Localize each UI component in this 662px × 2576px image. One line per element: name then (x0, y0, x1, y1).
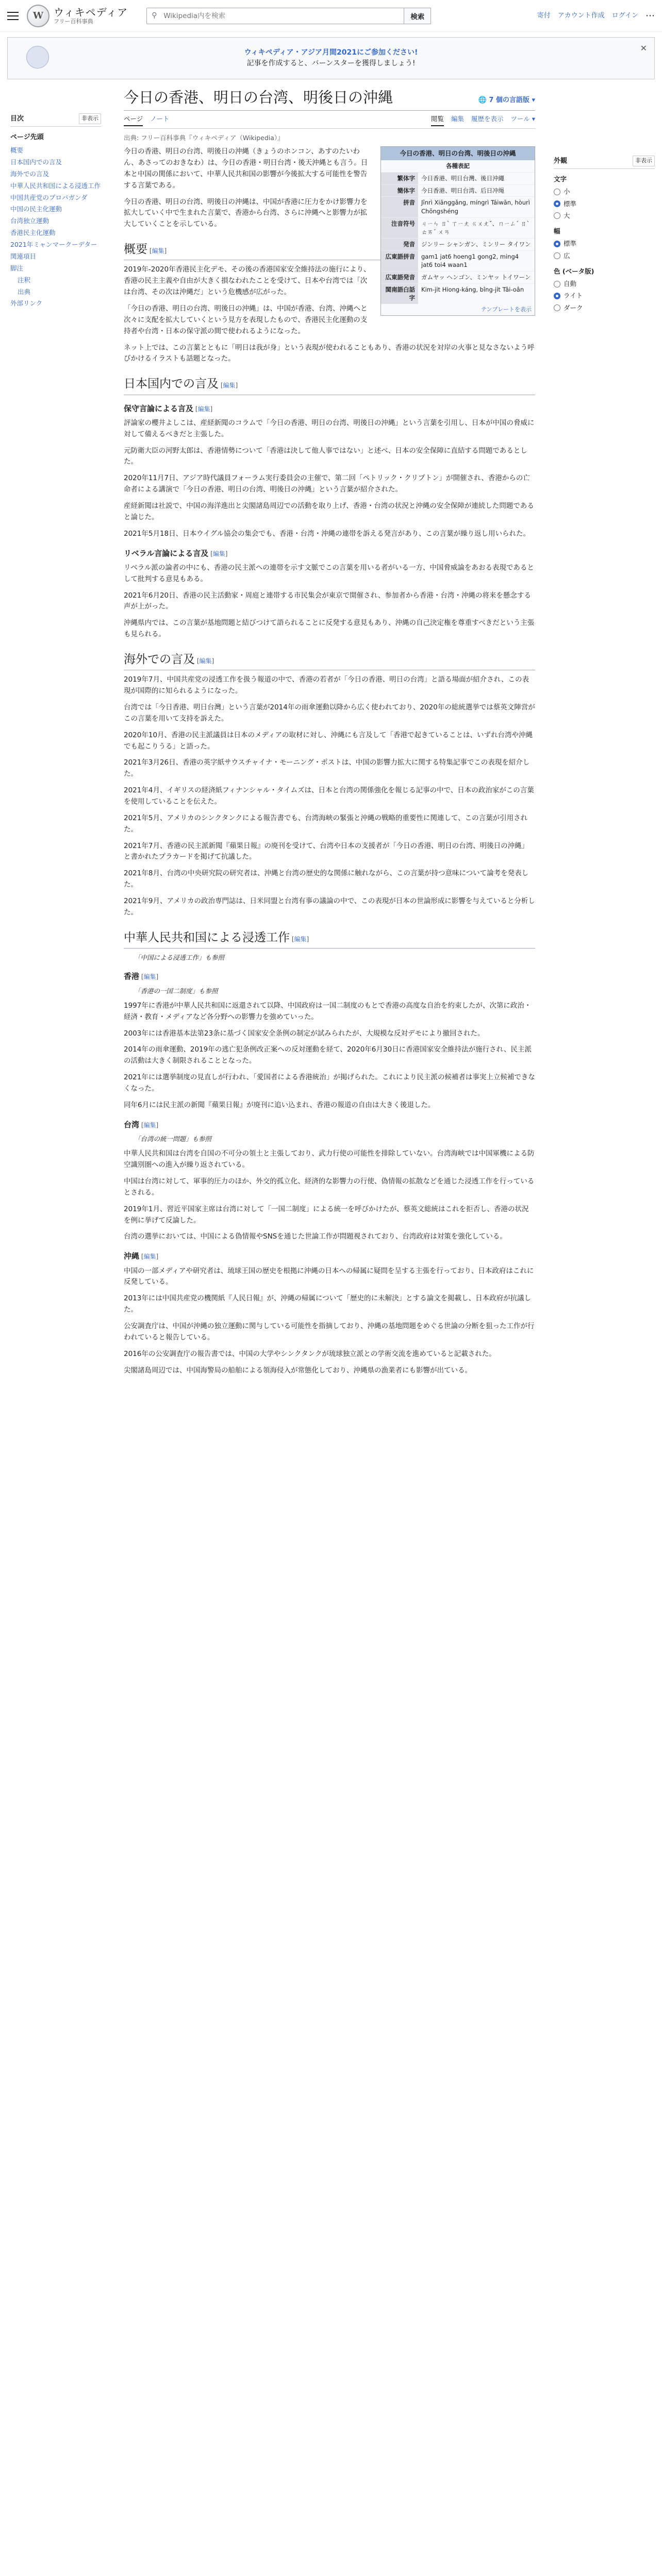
section-paragraph: 評論家の櫻井よしこは、産経新聞のコラムで「今日の香港、明日の台湾、明後日の沖縄」という言葉を引用し、日本が中国の脅威に対して備えるべきだと主張した。 (124, 418, 535, 438)
section-heading-text: 日本国内での言及 (124, 377, 219, 391)
section-paragraph: 2020年11月7日、アジア時代議員フォーラム実行委員会の主催で、第二回「ペトリック・クリプトン」が開催され、香港からの亡命者による講演で「今日の香港、明日の台湾、明後日の沖縄」という言葉が紹介された。 (124, 474, 530, 494)
toc-item-link[interactable]: 日本国内での言及 (10, 158, 62, 166)
article-content (108, 89, 545, 1381)
infobox (380, 146, 535, 316)
appearance-option-label: 大 (564, 211, 570, 219)
section-paragraph: 中国の一部メディアや研究者は、琉球王国の歴史を根拠に沖縄の日本への帰属に疑問を呈する主張を行っており、日本政府はこれに反発している。 (124, 1266, 534, 1286)
logo-subtitle: フリー百科事典 (54, 18, 93, 25)
page-title-text: 今日の香港、明日の台湾、明後日の沖縄 (124, 90, 393, 106)
toc-item-link[interactable]: 中華人民共和国による浸透工作 (10, 181, 101, 190)
appearance-group (554, 226, 655, 261)
appearance-option-label: ダーク (564, 303, 583, 312)
radio-icon[interactable] (554, 293, 560, 299)
toc-hide-button[interactable]: 非表示 (79, 113, 101, 124)
infobox-footer-link[interactable]: テンプレートを表示 (481, 306, 532, 313)
infobox-value: ㄐㄧㄣ ㄖˋ ㄒㄧㄤ ㄍㄨㄤˇ、ㄇㄧㄥˊ ㄖˋ ㄊㄞˊ ㄨㄢ (418, 217, 535, 238)
section-paragraph: 2020年10月、香港の民主派議員は日本のメディアの取材に対し、沖縄にも言及して「香港で起きていることは、いずれ台湾や沖縄でも起こりうる」と語った。 (124, 731, 533, 751)
toc-item-link[interactable]: 脚注 (10, 264, 24, 272)
section-paragraph: 2021年5月、アメリカのシンクタンクによる報告書でも、台湾海峡の緊張と沖縄の戦略的重要性に関連して、この言葉が引用された。 (124, 814, 528, 834)
edit-section-link[interactable]: 編集 (199, 657, 212, 665)
section-paragraph: 2016年の公安調査庁の報告書では、中国の大学やシンクタンクが琉球独立派との学術交流を進めていると記載された。 (124, 1349, 496, 1358)
section-heading-text: 沖縄 (124, 1251, 140, 1261)
toc-item-link[interactable]: 香港民主化運動 (10, 229, 56, 237)
toc-item-link[interactable]: 2021年ミャンマークーデター (10, 241, 97, 249)
section-paragraph: 2013年には中国共産党の機関紙『人民日報』が、沖縄の帰属について「歴史的に未解決」とする論文を掲載し、日本政府が抗議した。 (124, 1294, 532, 1314)
infobox-value: ガムヤッ ヘンゴン、ミンヤッ トイワーン (418, 272, 535, 284)
tab-edit[interactable]: 編集 (451, 114, 464, 123)
edit-section: [編集] (195, 657, 214, 665)
donate-link[interactable]: 寄付 (537, 11, 551, 20)
search-icon: ⚲ (152, 11, 157, 20)
section-paragraph: 2014年の雨傘運動、2019年の逃亡犯条例改正案への反対運動を経て、2020年6月30日に香港国家安全維持法が施行され、民主派の活動は大きく制限されることとなった。 (124, 1045, 532, 1065)
banner-text: 記事を作成すると、バーンスターを獲得しましょう! (246, 59, 416, 67)
toc-item[interactable] (10, 239, 101, 251)
toc-item[interactable] (10, 275, 101, 286)
edit-section-link[interactable]: 編集 (294, 935, 307, 943)
site-notice-banner (7, 37, 655, 79)
appearance-group (554, 266, 655, 313)
appearance-option[interactable] (554, 291, 655, 301)
page-title (124, 89, 535, 111)
toc-item-link[interactable]: 概要 (10, 146, 24, 155)
section-paragraph: 2021年には選挙制度の見直しが行われ、「愛国者による香港統治」が掲げられた。これにより民主派の候補者は事実上立候補できなくなった。 (124, 1073, 535, 1093)
section-heading (124, 402, 535, 415)
edit-section: [編集] (147, 247, 167, 255)
infobox-row (381, 239, 535, 251)
infobox-title: 今日の香港、明日の台湾、明後日の沖縄 (381, 147, 535, 160)
radio-icon[interactable] (554, 281, 560, 287)
close-icon[interactable]: ✕ (640, 43, 647, 53)
section-paragraph: 中国は台湾に対して、軍事的圧力のほか、外交的孤立化、経済的な影響力の行使、偽情報の拡散などを通じた浸透工作を行っているとされる。 (124, 1177, 535, 1197)
section-paragraph: 2021年5月18日、日本ウイグル協会の集会でも、香港・台湾・沖縄の連帯を訴える発言があり、この言葉が繰り返し用いられた。 (124, 529, 531, 538)
section-paragraph: 同年6月には民主派の新聞『蘋果日報』が廃刊に追い込まれ、香港の報道の自由は大きく後退した。 (124, 1100, 435, 1109)
infobox-row (381, 217, 535, 238)
edit-section-link[interactable]: 編集 (223, 382, 236, 389)
login-link[interactable]: ログイン (611, 11, 638, 20)
hatnote[interactable]: 「香港の一国二制度」も参照 (134, 987, 218, 995)
radio-icon[interactable] (554, 304, 560, 311)
language-count: 7 個の言語版 (489, 96, 529, 104)
infobox-value: 今日香港、明日台灣、後日沖繩 (418, 172, 535, 184)
main-menu-icon[interactable] (7, 12, 19, 20)
infobox-key: 拼音 (381, 197, 418, 217)
page-tabs (124, 112, 535, 129)
tab-tools[interactable]: ツール ▾ (510, 114, 535, 123)
section-heading (124, 650, 535, 670)
infobox-table (381, 172, 535, 304)
more-options-icon[interactable]: ⋯ (646, 10, 655, 21)
edit-section: [編集] (290, 935, 309, 943)
appearance-header (554, 152, 655, 169)
section-paragraph: 2019年-2020年香港民主化デモ、その後の香港国家安全維持法の施行により、香港の民主主義や自由が大きく損なわれたことを受けて、日本や台湾では「次は台湾、その次は沖縄だ」という危機感が広がった。 (124, 265, 371, 297)
toc-item[interactable] (10, 227, 101, 239)
radio-icon[interactable] (554, 212, 560, 219)
infobox-row (381, 250, 535, 271)
toc-item-link[interactable]: 注釈 (18, 276, 31, 284)
section-heading (124, 970, 535, 982)
appearance-option[interactable] (554, 279, 655, 289)
edit-section-link[interactable]: 編集 (197, 405, 210, 413)
appearance-option[interactable] (554, 251, 655, 261)
lead-paragraph: 今日の香港、明日の台湾、明後日の沖縄（きょうのホンコン、あすのたいわん、あさってのおきなわ）は、今日の香港・明日台湾・後天沖縄とも言う。日本と中国の関係において、中華人民共和国の影響が今後拡大する可能性を警告する言葉である。 (124, 147, 368, 190)
section-heading (124, 374, 535, 395)
infobox-value: 今日香港、明日台湾、后日冲绳 (418, 184, 535, 197)
infobox-key: 広東語発音 (381, 272, 418, 284)
from-line: 出典: フリー百科事典『ウィキペディア（Wikipedia）』 (124, 133, 284, 142)
toc-item-link[interactable]: 出典 (18, 287, 31, 296)
section-paragraph: 尖閣諸島周辺では、中国海警局の船舶による領海侵入が常態化しており、沖縄県の漁業者にも影響が出ている。 (124, 1366, 472, 1375)
toc-item[interactable] (10, 192, 101, 204)
toc-item-link[interactable]: 中国共産党のプロパガンダ (10, 193, 88, 201)
toc-header (10, 110, 101, 127)
radio-icon[interactable] (554, 189, 560, 195)
section-heading-text: 保守言論による言及 (124, 403, 194, 413)
appearance-group-label: 幅 (554, 227, 560, 235)
edit-section: [編集] (208, 550, 228, 557)
section-paragraph: 産経新聞は社説で、中国の海洋進出と尖閣諸島周辺での活動を取り上げ、香港・台湾の状況と沖縄の安全保障が連続した問題であると論じた。 (124, 502, 534, 521)
appearance-option[interactable] (554, 239, 655, 249)
edit-section-link[interactable]: 編集 (143, 1121, 156, 1129)
section-paragraph: 2021年6月20日、香港の民主活動家・周庭と連帯する市民集会が東京で開催され、参加者から香港・台湾・沖縄の将来を懸念する声が上がった。 (124, 591, 531, 611)
banner-link[interactable]: ウィキペディア・アジア月間2021にご参加ください! (244, 48, 418, 57)
infobox-row (381, 184, 535, 197)
create-account-link[interactable]: アカウント作成 (557, 11, 605, 20)
infobox-key: 広東語拼音 (381, 250, 418, 271)
section-paragraph: 公安調査庁は、中国が沖縄の独立運動に関与している可能性を指摘しており、沖縄の基地問題をめぐる世論の分断を狙った工作が行われていると報告している。 (124, 1322, 535, 1342)
tab-history[interactable]: 履歴を表示 (471, 114, 504, 123)
infobox-row (381, 272, 535, 284)
section-heading-text: 概要 (124, 243, 147, 256)
appearance-option[interactable] (554, 211, 655, 221)
section-paragraph: 台湾では「今日香港、明日台灣」という言葉が2014年の雨傘運動以降から広く使われており、2020年の総統選挙では蔡英文陣営がこの言葉を用いて支持を訴えた。 (124, 703, 535, 723)
tab-tools-label: ツール (510, 114, 530, 123)
section-heading-text: 中華人民共和国による浸透工作 (124, 930, 290, 944)
appearance-option-label: ライト (564, 292, 583, 300)
toc-item[interactable] (10, 157, 101, 168)
section-paragraph: 2021年4月、イギリスの経済紙フィナンシャル・タイムズは、日本と台湾の関係強化を報じる記事の中で、日本の政治家がこの言葉を使用していることを伝えた。 (124, 786, 534, 806)
section-paragraph: 沖縄県内では、この言葉が基地問題と結びつけて語られることに反発する意見もあり、沖縄の自己決定権を尊重すべきだという主張も見られる。 (124, 619, 535, 639)
infobox-row (381, 283, 535, 304)
section-heading (124, 1250, 535, 1262)
language-button[interactable]: 🌐 7 個の言語版 ▾ (478, 96, 535, 104)
toc-item-link[interactable]: 中国の民主化運動 (10, 205, 62, 213)
section-paragraph: 2021年9月、アメリカの政治専門誌は、日米同盟と台湾有事の議論の中で、この表現が日本の世論形成に影響を与えていると分析した。 (124, 897, 535, 917)
section-heading-text: リベラル言論による言及 (124, 548, 209, 558)
search-input[interactable] (146, 8, 404, 24)
infobox-key: 発音 (381, 239, 418, 251)
radio-icon[interactable] (554, 200, 560, 207)
section-paragraph: 2003年には香港基本法第23条に基づく国家安全条例の制定が試みられたが、大規模な反対デモにより撤回された。 (124, 1029, 485, 1038)
appearance-group-label: 色 (ベータ版) (554, 267, 594, 275)
edit-section: [編集] (139, 1253, 159, 1261)
infobox-subtitle: 各種表記 (446, 162, 470, 170)
tab-read[interactable]: 閲覧 (431, 114, 444, 126)
wikipedia-globe-icon: W (27, 5, 49, 27)
section-heading-text: 香港 (124, 972, 140, 981)
toc-item[interactable] (10, 263, 101, 275)
section-paragraph: 2021年3月26日、香港の英字紙サウスチャイナ・モーニング・ポストは、中国の影響力拡大に関する特集記事でこの表現を紹介した。 (124, 758, 530, 778)
section-paragraph: 2019年1月、習近平国家主席は台湾に対して「一国二制度」による統一を呼びかけたが、蔡英文総統はこれを拒否し、香港の状況を例に挙げて反論した。 (124, 1205, 529, 1225)
radio-icon[interactable] (554, 252, 560, 259)
infobox-value: Kim-ji̍t Hiong-káng, bîng-ji̍t Tâi-oân (418, 283, 535, 304)
appearance-option-label: 標準 (564, 240, 577, 248)
toc-item[interactable] (10, 145, 101, 157)
section-heading (124, 1118, 535, 1131)
section-heading (124, 547, 535, 560)
toc-item-link[interactable]: 関連項目 (10, 252, 37, 260)
appearance-option-label: 自動 (564, 280, 577, 288)
appearance-group-label: 文字 (554, 175, 567, 183)
hatnote[interactable]: 「台湾の統一問題」も参照 (134, 1135, 212, 1143)
search-form (146, 8, 431, 24)
site-header (0, 0, 662, 32)
infobox-key: 簡体字 (381, 184, 418, 197)
section-heading-text: 台湾 (124, 1120, 140, 1129)
toc-item[interactable] (10, 286, 101, 298)
logo-title: ウィキペディア (54, 6, 128, 19)
appearance-title: 外観 (554, 157, 568, 165)
tab-page[interactable]: ページ (124, 114, 143, 126)
lead-paragraph: 今日の香港、明日の台湾、明後日の沖縄は、中国が香港に圧力をかけ影響力を拡大していく中で生まれた言葉で、香港から台湾、さらに沖縄へと影響力が拡大していくことを示している。 (124, 197, 368, 229)
toc-item-link[interactable]: 台湾独立運動 (10, 217, 49, 225)
edit-section: [編集] (219, 382, 238, 389)
section-paragraph: 「今日の香港、明日の台湾、明後日の沖縄」は、中国が香港、台湾、沖縄へと次々に支配を拡大していくという見方を表現したもので、香港民主化運動の支持者や台湾・日本の保守派の間で使われるようになった。 (124, 304, 368, 335)
infobox-key: 繁体字 (381, 172, 418, 184)
appearance-option[interactable] (554, 303, 655, 313)
section-paragraph: 台湾の選挙においては、中国による偽情報やSNSを通じた世論工作が問題視されており、台湾政府は対策を強化している。 (124, 1232, 507, 1241)
toc-sidebar (0, 89, 108, 1381)
section-heading-text: 海外での言及 (124, 653, 195, 666)
toc-item-link[interactable]: 海外での言及 (10, 170, 49, 178)
toc-title: 目次 (10, 115, 24, 123)
section-paragraph: 2021年7月、香港の民主派新聞『蘋果日報』の廃刊を受けて、台湾や日本の支援者が「今日の香港、明日の台湾、明後日の沖縄」と書かれたプラカードを掲げて抗議した。 (124, 841, 529, 861)
infobox-row (381, 197, 535, 217)
edit-section: [編集] (139, 973, 159, 981)
edit-section-link[interactable]: 編集 (143, 1253, 156, 1261)
section-paragraph: 中華人民共和国は台湾を自国の不可分の領土と主張しており、武力行使の可能性を排除していない。台湾海峡では中国軍機による防空識別圏への進入が繰り返されている。 (124, 1149, 535, 1170)
section-paragraph: 2019年7月、中国共産党の浸透工作を扱う報道の中で、香港の若者が「今日の香港、明日の台湾」と語る場面が紹介され、この表現が国際的に知られるようになった。 (124, 675, 529, 696)
section-paragraph: 元防衛大臣の河野太郎は、香港情勢について「香港は決して他人事ではない」と述べ、日本の安全保障に直結する問題であるとした。 (124, 446, 527, 466)
edit-section-link[interactable]: 編集 (152, 247, 164, 255)
infobox-key: 注音符号 (381, 217, 418, 238)
appearance-option-label: 小 (564, 188, 570, 196)
appearance-option-label: 標準 (564, 199, 577, 208)
infobox-value: ジンリー シャンガン、ミンリー タイワン (418, 239, 535, 251)
appearance-group (554, 174, 655, 221)
toc-item[interactable] (10, 168, 101, 180)
appearance-hide-button[interactable]: 非表示 (633, 156, 655, 166)
toc-list (10, 145, 101, 310)
infobox-key: 閩南語白話字 (381, 283, 418, 304)
hatnote[interactable]: 「中国による浸透工作」も参照 (134, 954, 225, 962)
infobox-row (381, 172, 535, 184)
section-heading (124, 928, 535, 948)
appearance-option-label: 広 (564, 251, 570, 260)
toc-item[interactable] (10, 204, 101, 215)
section-paragraph: 2021年8月、台湾の中央研究院の研究者は、沖縄と台湾の歴史的な関係に触れながら、この言葉が持つ意味について論考を発表した。 (124, 869, 529, 889)
edit-section: [編集] (139, 1121, 159, 1129)
toc-item[interactable] (10, 180, 101, 192)
toc-item[interactable] (10, 215, 101, 227)
site-logo[interactable] (27, 5, 128, 27)
infobox-value: Jīnrì Xiānggǎng, míngrì Táiwān, hòurì Chōngshéng (418, 197, 535, 217)
infobox-value: gam1 jat6 hoeng1 gong2, ming4 jat6 toi4 waan1 (418, 250, 535, 271)
toc-item[interactable] (10, 251, 101, 263)
appearance-option[interactable] (554, 199, 655, 209)
section-paragraph: 1997年に香港が中華人民共和国に返還されて以降、中国政府は一国二制度のもとで香港の高度な自治を約束したが、次第に政治・経済・教育・メディアなど各分野への影響力を強めていった。 (124, 1001, 532, 1021)
section-paragraph: ネット上では、この言葉とともに「明日は我が身」という表現が使われることもあり、香港の状況を対岸の火事と見なさないよう呼びかけるイラストも話題となった。 (124, 343, 535, 363)
article-sections (124, 240, 535, 1376)
search-button[interactable]: 検索 (404, 8, 431, 24)
tab-talk[interactable]: ノート (150, 114, 170, 123)
appearance-sidebar (545, 89, 662, 1381)
toc-top-link[interactable]: ページ先頭 (10, 133, 44, 142)
edit-section-link[interactable]: 編集 (143, 973, 156, 981)
toc-item-link[interactable]: 外部リンク (10, 299, 43, 308)
edit-section-link[interactable]: 編集 (212, 550, 225, 557)
radio-icon[interactable] (554, 241, 560, 247)
banner-logo (26, 46, 49, 69)
section-paragraph: リベラル派の論者の中にも、香港の民主派への連帯を示す文脈でこの言葉を用いる者がいる一方、中国脅威論をあおる表現であるとして批判する意見もある。 (124, 563, 534, 583)
toc-item[interactable] (10, 298, 101, 310)
edit-section: [編集] (193, 405, 213, 413)
appearance-option[interactable] (554, 187, 655, 197)
